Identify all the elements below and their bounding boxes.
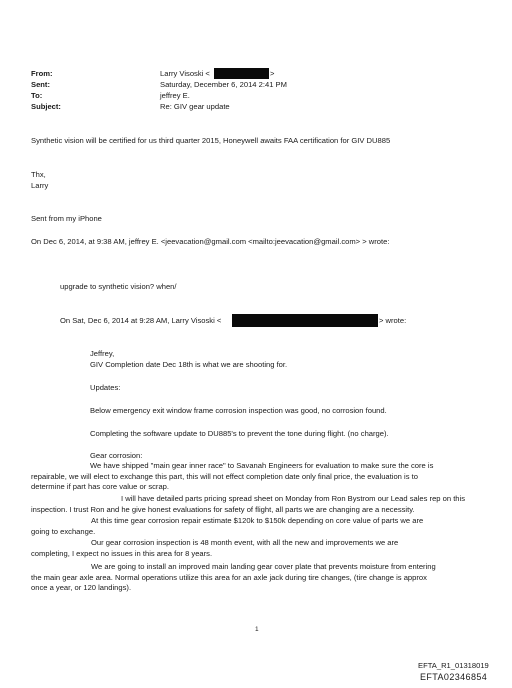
redaction-box-2	[232, 314, 378, 327]
gear-paragraph-1	[31, 461, 433, 493]
synthetic-vision-line: Synthetic vision will be certified for us third quarter 2015, Honeywell awaits FAA certification for GIV DU885	[31, 136, 391, 145]
completion-date-line: GIV Completion date Dec 18th is what we are shooting for.	[90, 360, 288, 369]
gear-paragraph-3	[31, 516, 423, 537]
upgrade-question: upgrade to synthetic vision? when/	[60, 282, 177, 291]
updates-heading: Updates:	[90, 383, 121, 392]
to-value: jeffrey E.	[160, 91, 190, 100]
paragraph-line: At this time gear corrosion repair estimate $120k to $150k depending on core value of parts we are	[91, 516, 424, 525]
from-value: Larry Visoski <	[160, 69, 210, 78]
paragraph-line: I will have detailed parts pricing spread sheet on Monday from Ron Bystrom our Lead sales rep on this	[121, 494, 466, 503]
paragraph-line: We are going to install an improved main landing gear cover plate that prevents moisture from entering	[91, 562, 436, 571]
quoted-header-1: On Dec 6, 2014, at 9:38 AM, jeffrey E. <jeevacation@gmail.com <mailto:jeevacation@gmail.com> > wrote:	[31, 237, 390, 246]
emergency-exit-line: Below emergency exit window frame corrosion inspection was good, no corrosion found.	[90, 406, 387, 415]
paragraph-line: once a year, or 120 landings).	[31, 583, 132, 593]
sent-label: Sent:	[31, 80, 50, 89]
to-label: To:	[31, 91, 43, 100]
paragraph-line: the main gear axle area. Normal operations utilize this area for an axle jack during tire changes, (tire change is approx	[31, 572, 427, 582]
bates-number-2: EFTA02346854	[420, 672, 488, 682]
gear-corrosion-heading: Gear corrosion:	[90, 451, 143, 460]
gear-paragraph-4	[31, 538, 398, 559]
paragraph-line: Our gear corrosion inspection is 48 month event, with all the new and improvements we are	[91, 538, 399, 547]
thx-line: Thx,	[31, 170, 46, 179]
sent-from-line: Sent from my iPhone	[31, 214, 102, 223]
quoted-header-2-tail: > wrote:	[379, 316, 407, 325]
signature-name: Larry	[31, 181, 49, 190]
gear-paragraph-5	[31, 562, 436, 594]
paragraph-line: inspection. I trust Ron and he give honest evaluations for safety of flight, all parts we are changing are a necessity.	[31, 504, 415, 514]
paragraph-line: determine if part has core value or scrap.	[31, 482, 170, 492]
sent-value: Saturday, December 6, 2014 2:41 PM	[160, 80, 287, 89]
software-update-line: Completing the software update to DU885's to prevent the tone during flight. (no charge).	[90, 429, 389, 438]
paragraph-line: completing, I expect no issues in this area for 8 years.	[31, 548, 213, 558]
paragraph-line: We have shipped "main gear inner race" to Savanah Engineers for evaluation to make sure the core is	[90, 461, 434, 470]
from-bracket: >	[270, 69, 275, 78]
subject-value: Re: GIV gear update	[160, 102, 230, 111]
subject-label: Subject:	[31, 102, 61, 111]
quoted-header-2: On Sat, Dec 6, 2014 at 9:28 AM, Larry Visoski <	[60, 316, 222, 325]
gear-paragraph-2	[31, 494, 465, 515]
page-number: 1	[255, 626, 259, 633]
paragraph-line: repairable, we will elect to exchange this part, this will not effect completion date only final price, the evaluation is to	[31, 471, 418, 481]
bates-number-1: EFTA_R1_01318019	[418, 661, 489, 670]
from-label: From:	[31, 69, 53, 78]
paragraph-line: going to exchange.	[31, 526, 96, 536]
redaction-box	[214, 68, 269, 79]
greeting: Jeffrey,	[90, 349, 115, 358]
